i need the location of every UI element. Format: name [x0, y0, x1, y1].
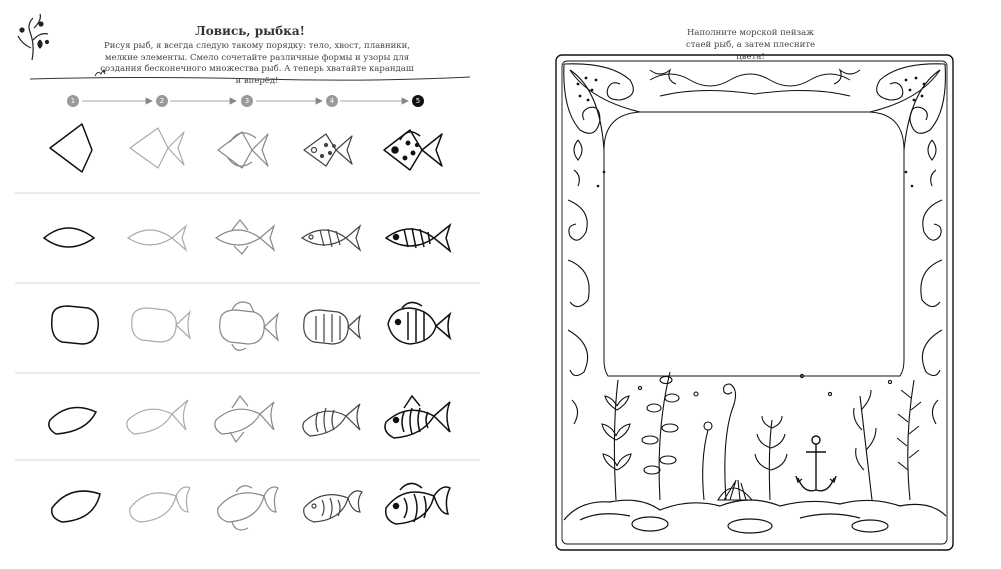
step-badge-3: 3: [241, 95, 253, 107]
page-title: Ловись, рыбка!: [195, 24, 305, 38]
fish-5-step-5: [386, 483, 450, 524]
fish-3-step-4: [304, 310, 360, 344]
fish-2-step-5: [386, 225, 450, 251]
seabed-rocks: [564, 500, 946, 533]
side-swirls: [568, 200, 942, 424]
fish-row-4: [49, 396, 450, 442]
fish-2-step-4: [302, 226, 360, 250]
corner-ornament-top-right: [834, 64, 945, 186]
fish-1-step-4: [304, 134, 352, 166]
fish-5-step-2: [130, 487, 190, 522]
ornamental-frame-drawing: [500, 0, 1001, 569]
ornamental-frame: [556, 55, 953, 550]
fish-3-step-5: [388, 302, 450, 344]
anchor-icon: [796, 436, 836, 491]
fish-4-step-1: [49, 408, 96, 435]
fish-4-step-4: [303, 404, 360, 436]
step-badge-1: 1: [67, 95, 79, 107]
fish-1-step-5: [384, 130, 442, 170]
fish-2-step-1: [44, 228, 94, 247]
page-caption-text: Наполните морской пейзаж стаей рыб, а затем плесните цвета!: [685, 28, 816, 62]
fish-3-step-3: [220, 302, 278, 350]
fish-4-step-5: [385, 396, 450, 438]
top-border-band: [650, 74, 850, 96]
fish-3-step-2: [132, 308, 190, 342]
fish-1-step-3: [218, 132, 268, 168]
fish-3-step-1: [52, 306, 99, 344]
fish-4-step-2: [127, 400, 188, 434]
fish-1-step-2: [130, 128, 184, 168]
instructions-text: Рисуя рыб, я всегда следую такому порядку: тело, хвост, плавники, мелкие элементы. Смело сочетайте различные формы и узоры для создания бесконечного множества рыб. А теперь хватайте карандаш и вперёд!: [100, 41, 414, 86]
fish-1-step-1: [50, 124, 92, 172]
fish-row-2: [44, 220, 450, 254]
fish-5-step-1: [52, 491, 100, 522]
left-page: [0, 0, 500, 569]
shell-icon: [718, 480, 752, 500]
step-badge-2: 2: [156, 95, 168, 107]
fish-2-step-2: [128, 226, 186, 250]
fish-4-step-3: [215, 396, 274, 442]
fish-row-1: [50, 124, 442, 172]
fish-5-step-4: [304, 491, 362, 522]
step-badge-4: 4: [326, 95, 338, 107]
fish-2-step-3: [216, 220, 274, 254]
right-page: [500, 0, 1001, 569]
corner-ornament-top-left: [564, 64, 676, 186]
fish-row-5: [52, 483, 450, 530]
seaweed-plants: [602, 372, 921, 500]
fish-row-3: [52, 302, 450, 350]
step-badge-5: 5: [412, 95, 424, 107]
fish-5-step-3: [218, 486, 278, 530]
